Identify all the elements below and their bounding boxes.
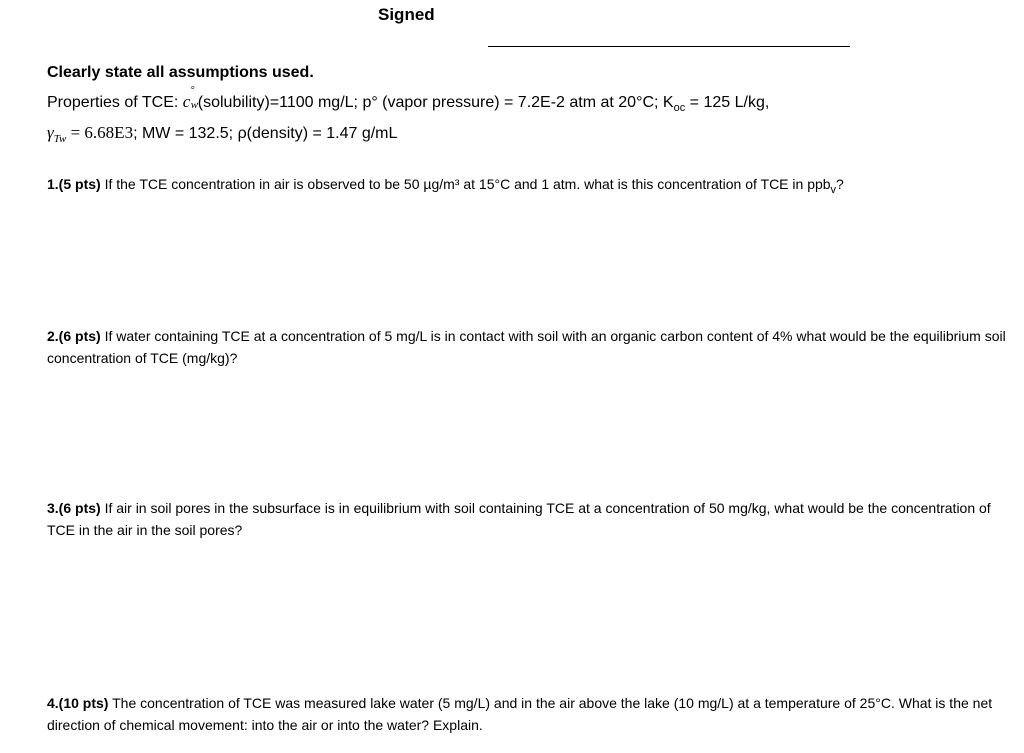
question-1-number: 1.(5 pts) (47, 176, 101, 192)
solubility-symbol: c ° w (182, 85, 199, 111)
signed-label: Signed (378, 5, 435, 24)
koc-subscript: oc (673, 102, 686, 114)
signature-line[interactable] (488, 46, 850, 47)
gamma-symbol: γ (47, 123, 54, 142)
properties-prefix: Properties of TCE: (47, 94, 179, 111)
question-1-text: If the TCE concentration in air is observed to be 50 µg/m³ at 15°C and 1 atm. what is this concentration of TCE in ppb (100, 176, 831, 192)
koc-value: = 125 L/kg, (685, 94, 770, 111)
tce-properties-line-1 (47, 85, 770, 114)
question-4 (47, 692, 1012, 736)
question-3 (47, 497, 1012, 541)
assumptions-heading: Clearly state all assumptions used. (47, 64, 314, 81)
tce-properties-line-2 (47, 123, 397, 145)
question-3-number: 3.(6 pts) (47, 500, 101, 516)
question-1 (47, 173, 1012, 201)
question-2 (47, 325, 1012, 369)
question-3-text: If air in soil pores in the subsurface is in equilibrium with soil containing TCE at a concentration of 50 mg/kg, what would be the concentration of TCE in the air in the soil pores? (47, 500, 991, 538)
question-4-number: 4.(10 pts) (47, 695, 109, 711)
question-2-text: If water containing TCE at a concentration of 5 mg/L is in contact with soil with an organic carbon content of 4% what would be the equilibrium soil concentration of TCE (mg/kg)? (47, 328, 1006, 366)
question-1-subscript: v (830, 184, 837, 196)
solubility-text: (solubility)=1100 mg/L; p° (vapor pressure) = 7.2E-2 atm at 20°C; K (197, 94, 674, 111)
question-2-number: 2.(6 pts) (47, 328, 101, 344)
question-4-text: The concentration of TCE was measured lake water (5 mg/L) and in the air above the lake (10 mg/L) at a temperature of 25°C. What is the net direction of chemical movement: into the air or into the water? Explain. (47, 695, 993, 733)
gamma-value: = 6.68E3 (66, 123, 134, 142)
question-1-tail: ? (836, 176, 844, 192)
mw-density-text: ; MW = 132.5; ρ(density) = 1.47 g/mL (133, 125, 398, 142)
gamma-subscript: Tw (53, 133, 67, 145)
